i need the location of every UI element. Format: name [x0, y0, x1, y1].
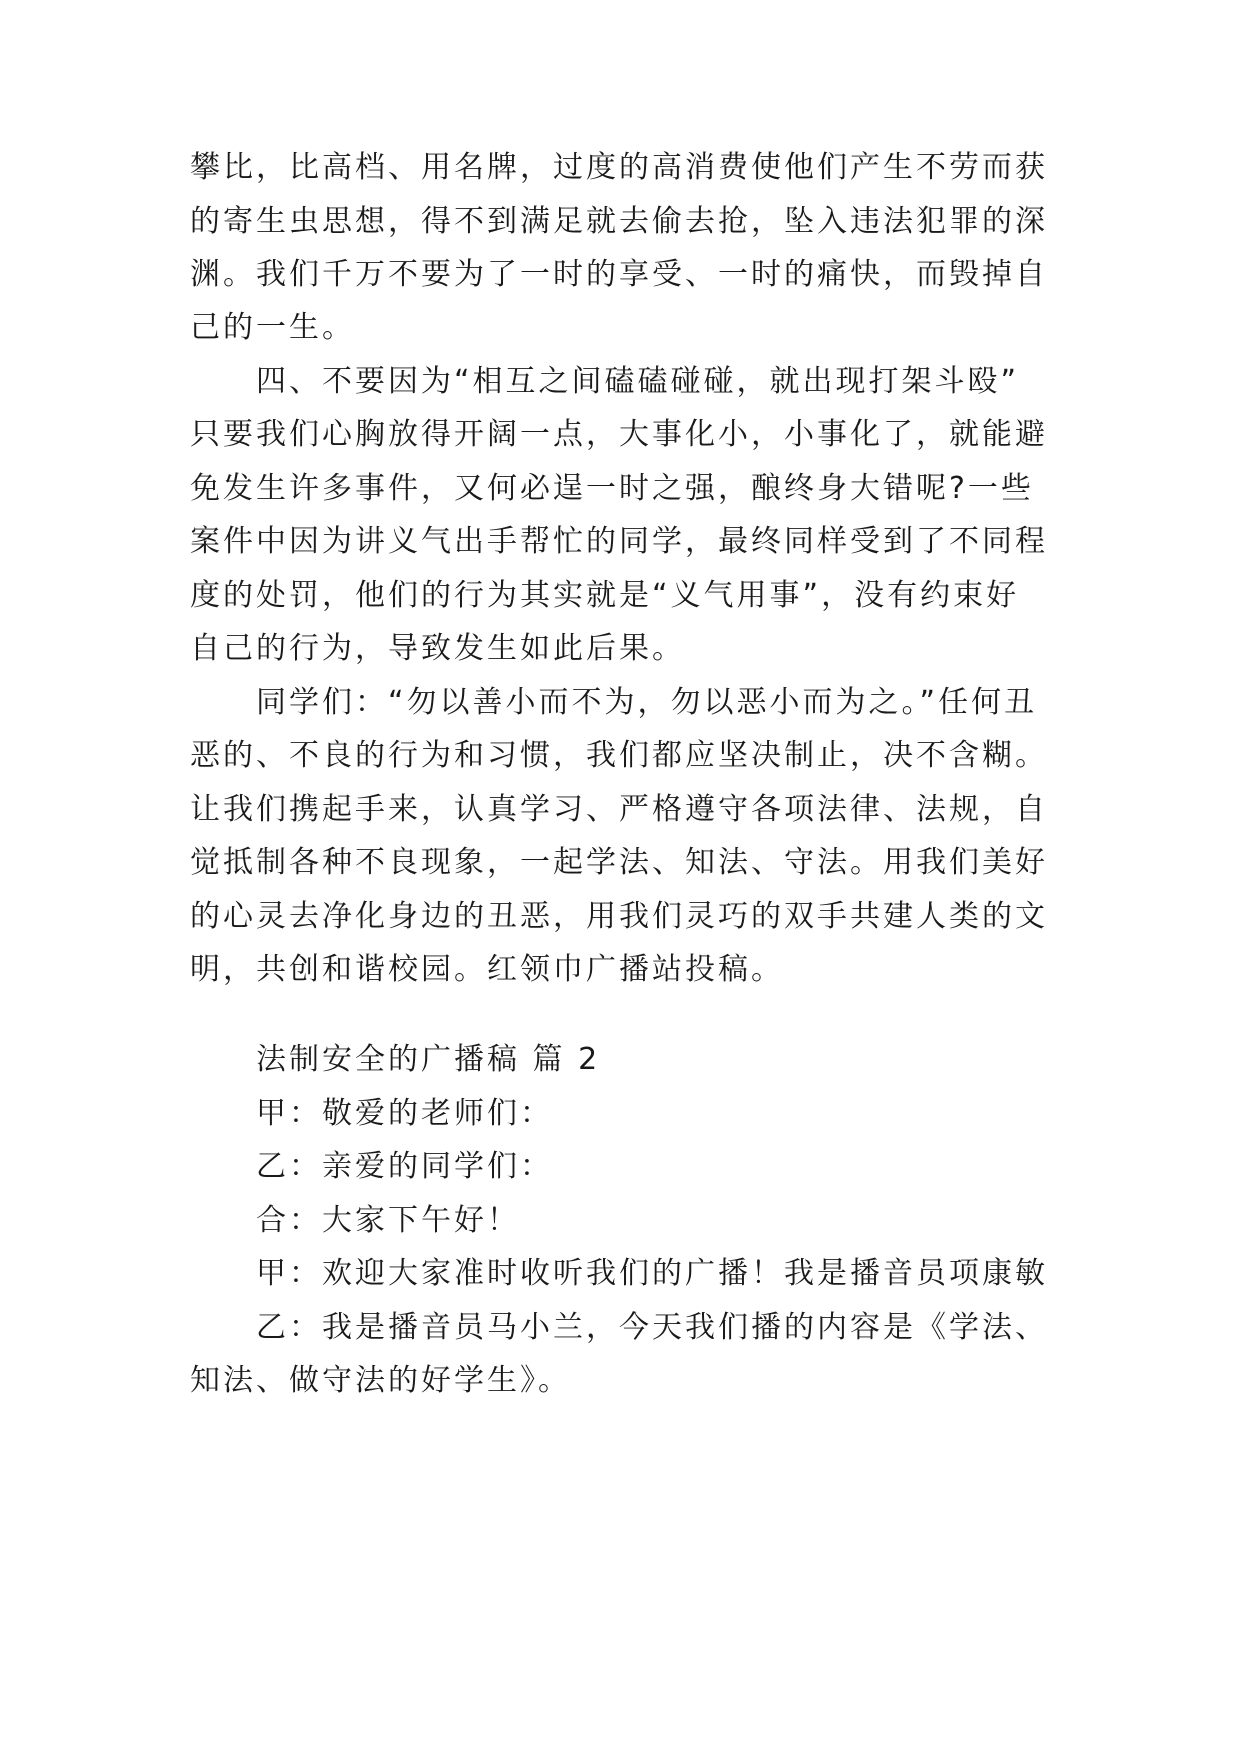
dialogue-line: 甲：欢迎大家准时收听我们的广播！我是播音员项康敏	[256, 1256, 1048, 1291]
text-line: 觉抵制各种不良现象，一起学法、知法、守法。用我们美好	[190, 845, 1048, 880]
text-line: 自己的行为，导致发生如此后果。	[190, 631, 685, 666]
dialogue-line: 甲：敬爱的老师们：	[256, 1096, 553, 1131]
section-heading: 法制安全的广播稿 篇 2	[256, 1042, 601, 1077]
dialogue-line: 合：大家下午好！	[256, 1203, 520, 1238]
dialogue-line: 乙：亲爱的同学们：	[256, 1149, 553, 1184]
text-line: 恶的、不良的行为和习惯，我们都应坚决制止，决不含糊。	[190, 738, 1048, 773]
text-line: 明，共创和谐校园。红领巾广播站投稿。	[190, 952, 784, 987]
text-line: 度的处罚，他们的行为其实就是“义气用事”，没有约束好	[190, 578, 1020, 613]
dialogue-line: 乙：我是播音员马小兰，今天我们播的内容是《学法、	[256, 1310, 1048, 1345]
text-line: 让我们携起手来，认真学习、严格遵守各项法律、法规，自	[190, 792, 1048, 827]
dialogue-line: 知法、做守法的好学生》。	[190, 1363, 571, 1398]
text-line: 的心灵去净化身边的丑恶，用我们灵巧的双手共建人类的文	[190, 899, 1048, 934]
text-line: 攀比，比高档、用名牌，过度的高消费使他们产生不劳而获	[190, 150, 1048, 185]
text-line: 只要我们心胸放得开阔一点，大事化小，小事化了，就能避	[190, 417, 1048, 452]
paragraph-closing-start: 同学们：“勿以善小而不为，勿以恶小而为之。”任何丑	[256, 685, 1038, 720]
text-line: 的寄生虫思想，得不到满足就去偷去抢，坠入违法犯罪的深	[190, 204, 1048, 239]
text-line: 渊。我们千万不要为了一时的享受、一时的痛快，而毁掉自	[190, 257, 1048, 292]
text-line: 己的一生。	[190, 310, 355, 345]
paragraph-4-start: 四、不要因为“相互之间磕磕碰碰，就出现打架斗殴”	[256, 364, 1020, 399]
text-line: 免发生许多事件，又何必逞一时之强，酿终身大错呢?一些	[190, 471, 1034, 506]
text-line: 案件中因为讲义气出手帮忙的同学，最终同样受到了不同程	[190, 524, 1048, 559]
